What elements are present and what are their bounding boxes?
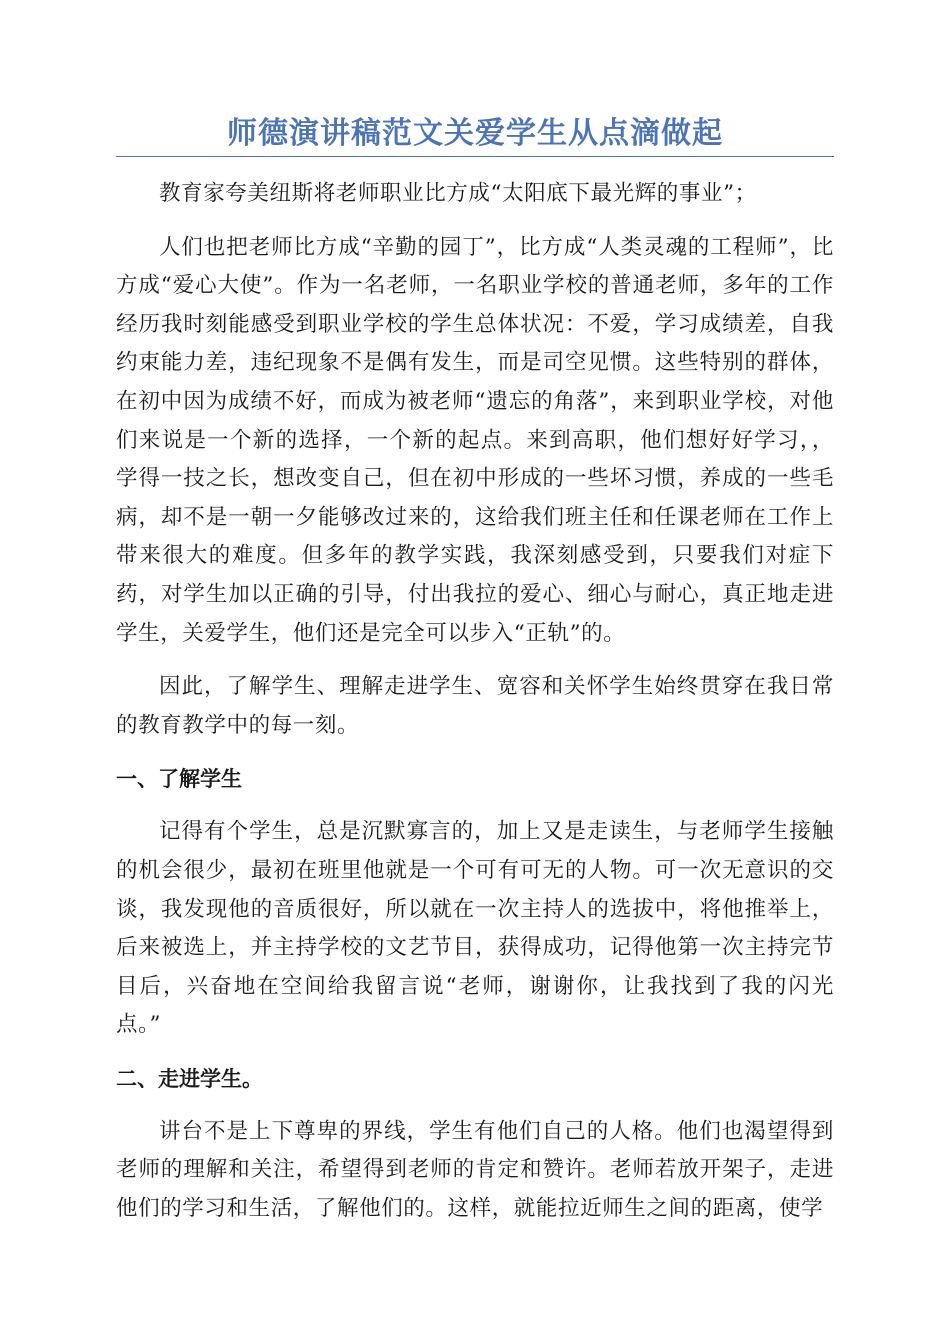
- paragraph-approach-students: 讲台不是上下尊卑的界线，学生有他们自己的人格。他们也渴望得到老师的理解和关注，希望得到老师的肯定和赞许。老师若放开架子，走进他们的学习和生活，了解他们的。这样，就能拉近师生之间的距离，使学: [116, 1118, 834, 1222]
- document-title: 师德演讲稿范文关爱学生从点滴做起: [227, 116, 723, 151]
- section-heading-understand-students: 一、了解学生: [116, 767, 242, 792]
- paragraph-understand-students: 记得有个学生，总是沉默寡言的，加上又是走读生，与老师学生接触的机会很少，最初在班里他就是一个可有可无的人物。可一次无意识的交谈，我发现他的音质很好，所以就在一次主持人的选拔中，将他推举上，后来被选上，并主持学校的文艺节目，获得成功，记得他第一次主持完节目后，兴奋地在空间给我留言说“老师，谢谢你，让我找到了我的闪光点。”: [116, 819, 834, 1038]
- document-page: [116, 112, 834, 1244]
- paragraph-intro: 教育家夸美纽斯将老师职业比方成“太阳底下最光辉的事业”；: [159, 181, 757, 206]
- section-heading-approach-students: 二、走进学生。: [116, 1066, 263, 1091]
- paragraph-teacher-metaphors: 人们也把老师比方成“辛勤的园丁”，比方成“人类灵魂的工程师”，比方成“爱心大使”。作为一名老师，一名职业学校的普通老师，多年的工作经历我时刻能感受到职业学校的学生总体状况：不爱，学习成绩差，自我约束能力差，违纪现象不是偶有发生，而是司空见惯。这些特别的群体，在初中因为成绩不好，而成为被老师“遗忘的角落”，来到职业学校，对他们来说是一个新的选择，一个新的起点。来到高职，他们想好好学习，，学得一技之长，想改变自己，但在初中形成的一些坏习惯，养成的一些毛病，却不是一朝一夕能够改过来的，这给我们班主任和任课老师在工作上带来很大的难度。但多年的教学实践，我深刻感受到，只要我们对症下药，对学生加以正确的引导，付出我拉的爱心、细心与耐心，真正地走进学生，关爱学生，他们还是完全可以步入“正轨”的。: [116, 234, 834, 646]
- title-underline: [116, 156, 834, 157]
- paragraph-therefore: 因此，了解学生、理解走进学生、宽容和关怀学生始终贯穿在我日常的教育教学中的每一刻。: [116, 674, 834, 738]
